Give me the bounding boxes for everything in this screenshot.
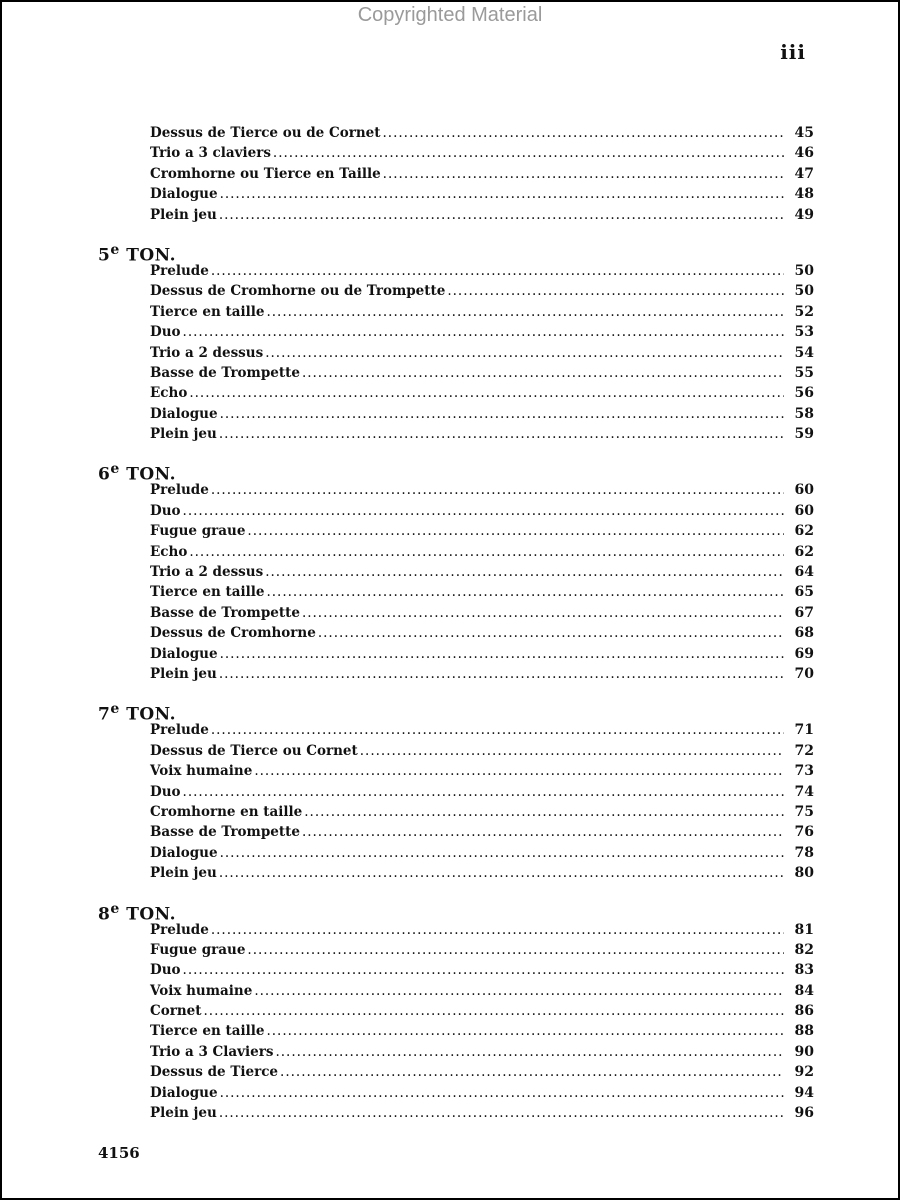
toc-entry-title: Fugue graue xyxy=(150,941,246,958)
toc-entry xyxy=(150,720,814,740)
section-heading xyxy=(98,898,814,925)
copyright-watermark: Copyrighted Material xyxy=(357,4,543,26)
dot-leader xyxy=(219,424,784,444)
toc-entry xyxy=(150,582,814,602)
dot-leader xyxy=(254,981,784,1001)
dot-leader xyxy=(220,843,784,863)
toc-entry xyxy=(150,664,814,684)
toc-entry-page: 62 xyxy=(794,543,814,560)
toc-entry xyxy=(150,1103,814,1123)
toc-entry xyxy=(150,123,814,143)
toc-entry-page: 54 xyxy=(794,344,814,361)
dot-leader xyxy=(220,184,784,204)
dot-leader xyxy=(183,501,784,521)
toc-entry-title: Prelude xyxy=(150,722,209,739)
toc-entry-page: 58 xyxy=(794,405,814,422)
dot-leader xyxy=(211,920,784,940)
toc-entries xyxy=(98,123,814,225)
toc-section-continued xyxy=(98,123,814,225)
dot-leader xyxy=(189,383,784,403)
toc-entry-page: 96 xyxy=(794,1105,814,1122)
toc-entry xyxy=(150,1001,814,1021)
toc-entry xyxy=(150,542,814,562)
toc-entry xyxy=(150,822,814,842)
toc-entry xyxy=(150,863,814,883)
dot-leader xyxy=(280,1062,784,1082)
dot-leader xyxy=(247,940,784,960)
toc-entry-page: 65 xyxy=(794,584,814,601)
toc-entry xyxy=(150,480,814,500)
dot-leader xyxy=(447,281,784,301)
toc-entries xyxy=(98,920,814,1124)
toc-entry xyxy=(150,322,814,342)
toc-entry xyxy=(150,843,814,863)
toc-entry xyxy=(150,741,814,761)
dot-leader xyxy=(220,1083,784,1103)
toc-entry-page: 53 xyxy=(794,324,814,341)
toc-entry xyxy=(150,184,814,204)
dot-leader xyxy=(204,1001,784,1021)
section-number: 7 xyxy=(98,705,111,726)
toc-entry-title: Cromhorne ou Tierce en Taille xyxy=(150,165,381,182)
toc-entry xyxy=(150,164,814,184)
section-ordinal: e xyxy=(110,461,120,478)
toc-entry-page: 71 xyxy=(794,722,814,739)
toc-entry-title: Prelude xyxy=(150,262,209,279)
toc-entry-page: 75 xyxy=(794,803,814,820)
dot-leader xyxy=(265,343,784,363)
toc-entry-title: Voix humaine xyxy=(150,982,253,999)
toc-entry-page: 67 xyxy=(794,604,814,621)
toc-entry-page: 45 xyxy=(794,125,814,141)
dot-leader xyxy=(266,302,784,322)
toc-entry-title: Tierce en taille xyxy=(150,584,265,601)
dot-leader xyxy=(275,1042,784,1062)
dot-leader xyxy=(219,1103,784,1123)
dot-leader xyxy=(211,720,784,740)
toc-section xyxy=(98,698,814,883)
toc-entry-page: 55 xyxy=(794,364,814,381)
toc-entry xyxy=(150,363,814,383)
toc-entry-page: 52 xyxy=(794,303,814,320)
toc-entry-page: 60 xyxy=(794,482,814,499)
toc-entries xyxy=(98,720,814,883)
toc-entry-title: Basse de Trompette xyxy=(150,824,300,841)
toc-entry-title: Duo xyxy=(150,324,181,341)
toc-entry xyxy=(150,143,814,163)
dot-leader xyxy=(189,542,784,562)
toc-entry-page: 94 xyxy=(794,1084,814,1101)
dot-leader xyxy=(220,644,784,664)
toc-entry-title: Cornet xyxy=(150,1003,202,1020)
dot-leader xyxy=(302,363,784,383)
section-title: TON. xyxy=(126,465,177,486)
toc-entry xyxy=(150,383,814,403)
toc-entry-page: 60 xyxy=(794,502,814,519)
section-ordinal: e xyxy=(110,900,120,917)
dot-leader xyxy=(254,761,784,781)
dot-leader xyxy=(383,164,784,184)
toc-entry-title: Duo xyxy=(150,502,181,519)
toc-entry-page: 78 xyxy=(794,844,814,861)
toc-entry-page: 59 xyxy=(794,426,814,443)
toc-entry-title: Plein jeu xyxy=(150,865,217,882)
table-of-contents xyxy=(98,123,814,1137)
toc-entry xyxy=(150,281,814,301)
toc-entry-page: 49 xyxy=(794,206,814,223)
toc-entry-title: Dialogue xyxy=(150,844,218,861)
toc-section xyxy=(98,239,814,445)
dot-leader xyxy=(219,205,784,225)
toc-entry-title: Trio a 3 claviers xyxy=(150,145,271,162)
toc-entry-title: Dialogue xyxy=(150,1084,218,1101)
toc-entry xyxy=(150,623,814,643)
toc-entry xyxy=(150,1083,814,1103)
toc-entry-title: Tierce en taille xyxy=(150,303,265,320)
toc-entry-page: 46 xyxy=(794,145,814,162)
toc-entry-page: 50 xyxy=(794,262,814,279)
toc-entry xyxy=(150,261,814,281)
toc-entry-page: 50 xyxy=(794,283,814,300)
toc-entries xyxy=(98,261,814,445)
toc-entry-title: Dessus de Cromhorne xyxy=(150,625,316,642)
section-ordinal: e xyxy=(110,701,120,718)
toc-entry xyxy=(150,960,814,980)
toc-entry-title: Basse de Trompette xyxy=(150,364,300,381)
toc-section xyxy=(98,898,814,1124)
dot-leader xyxy=(220,404,784,424)
toc-entry-title: Prelude xyxy=(150,921,209,938)
toc-entry-page: 70 xyxy=(794,665,814,682)
section-number: 5 xyxy=(98,245,111,266)
toc-entry xyxy=(150,521,814,541)
toc-entry xyxy=(150,1042,814,1062)
toc-entry xyxy=(150,802,814,822)
toc-entry-title: Dessus de Tierce ou de Cornet xyxy=(150,125,381,141)
toc-entry-title: Dessus de Tierce ou Cornet xyxy=(150,742,358,759)
toc-entry-page: 83 xyxy=(794,962,814,979)
toc-entry-title: Plein jeu xyxy=(150,426,217,443)
dot-leader xyxy=(183,960,784,980)
toc-entry-title: Trio a 2 dessus xyxy=(150,564,264,581)
toc-entry-page: 74 xyxy=(794,783,814,800)
dot-leader xyxy=(219,664,784,684)
toc-entry xyxy=(150,761,814,781)
toc-entry-title: Plein jeu xyxy=(150,665,217,682)
toc-entry-title: Dessus de Tierce xyxy=(150,1064,279,1081)
toc-entry-title: Dialogue xyxy=(150,645,218,662)
toc-entry-title: Echo xyxy=(150,543,188,560)
toc-entry-page: 88 xyxy=(794,1023,814,1040)
toc-section xyxy=(98,458,814,684)
page-number: iii xyxy=(780,40,806,64)
section-number: 8 xyxy=(98,904,111,925)
toc-entry-title: Echo xyxy=(150,385,188,402)
section-title: TON. xyxy=(126,245,177,266)
toc-entry xyxy=(150,981,814,1001)
toc-entries xyxy=(98,480,814,684)
toc-entry-page: 92 xyxy=(794,1064,814,1081)
toc-entry xyxy=(150,424,814,444)
section-number: 6 xyxy=(98,465,111,486)
section-heading xyxy=(98,239,814,266)
dot-leader xyxy=(183,322,784,342)
dot-leader xyxy=(211,261,784,281)
dot-leader xyxy=(265,562,784,582)
toc-entry-title: Trio a 3 Claviers xyxy=(150,1043,274,1060)
toc-entry xyxy=(150,782,814,802)
toc-entry-title: Duo xyxy=(150,962,181,979)
toc-entry-title: Duo xyxy=(150,783,181,800)
toc-entry-page: 69 xyxy=(794,645,814,662)
toc-entry-title: Voix humaine xyxy=(150,763,253,780)
dot-leader xyxy=(266,1021,784,1041)
dot-leader xyxy=(382,123,784,143)
toc-entry-title: Basse de Trompette xyxy=(150,604,300,621)
toc-entry xyxy=(150,940,814,960)
section-ordinal: e xyxy=(110,241,120,258)
dot-leader xyxy=(247,521,784,541)
toc-entry-page: 80 xyxy=(794,865,814,882)
toc-entry xyxy=(150,501,814,521)
toc-entry-page: 68 xyxy=(794,625,814,642)
toc-entry-title: Dialogue xyxy=(150,405,218,422)
dot-leader xyxy=(273,143,784,163)
toc-entry-page: 72 xyxy=(794,742,814,759)
dot-leader xyxy=(302,603,784,623)
toc-entry-title: Plein jeu xyxy=(150,1105,217,1122)
section-title: TON. xyxy=(126,705,177,726)
toc-entry xyxy=(150,302,814,322)
toc-entry-title: Cromhorne en taille xyxy=(150,803,303,820)
plate-number: 4156 xyxy=(98,1144,140,1162)
dot-leader xyxy=(360,741,784,761)
toc-entry xyxy=(150,562,814,582)
toc-entry-page: 84 xyxy=(794,982,814,999)
dot-leader xyxy=(219,863,784,883)
toc-entry xyxy=(150,1021,814,1041)
toc-entry-title: Prelude xyxy=(150,482,209,499)
toc-entry-page: 90 xyxy=(794,1043,814,1060)
toc-entry-page: 64 xyxy=(794,564,814,581)
dot-leader xyxy=(266,582,784,602)
toc-entry xyxy=(150,205,814,225)
dot-leader xyxy=(304,802,784,822)
toc-entry-title: Trio a 2 dessus xyxy=(150,344,264,361)
toc-entry-page: 56 xyxy=(794,385,814,402)
dot-leader xyxy=(183,782,784,802)
toc-entry-title: Plein jeu xyxy=(150,206,217,223)
toc-entry xyxy=(150,603,814,623)
toc-entry-title: Dessus de Cromhorne ou de Trompette xyxy=(150,283,446,300)
toc-entry-title: Fugue graue xyxy=(150,523,246,540)
dot-leader xyxy=(318,623,784,643)
dot-leader xyxy=(211,480,784,500)
toc-entry xyxy=(150,404,814,424)
toc-entry-page: 47 xyxy=(794,165,814,182)
toc-entry xyxy=(150,1062,814,1082)
toc-entry xyxy=(150,920,814,940)
toc-entry-page: 86 xyxy=(794,1003,814,1020)
toc-entry-page: 76 xyxy=(794,824,814,841)
toc-entry-title: Dialogue xyxy=(150,186,218,203)
toc-sections xyxy=(98,239,814,1123)
section-heading xyxy=(98,698,814,726)
toc-entry xyxy=(150,644,814,664)
toc-entry-page: 73 xyxy=(794,763,814,780)
toc-entry-title: Tierce en taille xyxy=(150,1023,265,1040)
toc-entry-page: 82 xyxy=(794,941,814,958)
section-heading xyxy=(98,458,814,486)
toc-entry-page: 62 xyxy=(794,523,814,540)
toc-entry-page: 81 xyxy=(794,921,814,938)
section-title: TON. xyxy=(126,904,177,925)
toc-entry-page: 48 xyxy=(794,186,814,203)
dot-leader xyxy=(302,822,784,842)
toc-entry xyxy=(150,343,814,363)
